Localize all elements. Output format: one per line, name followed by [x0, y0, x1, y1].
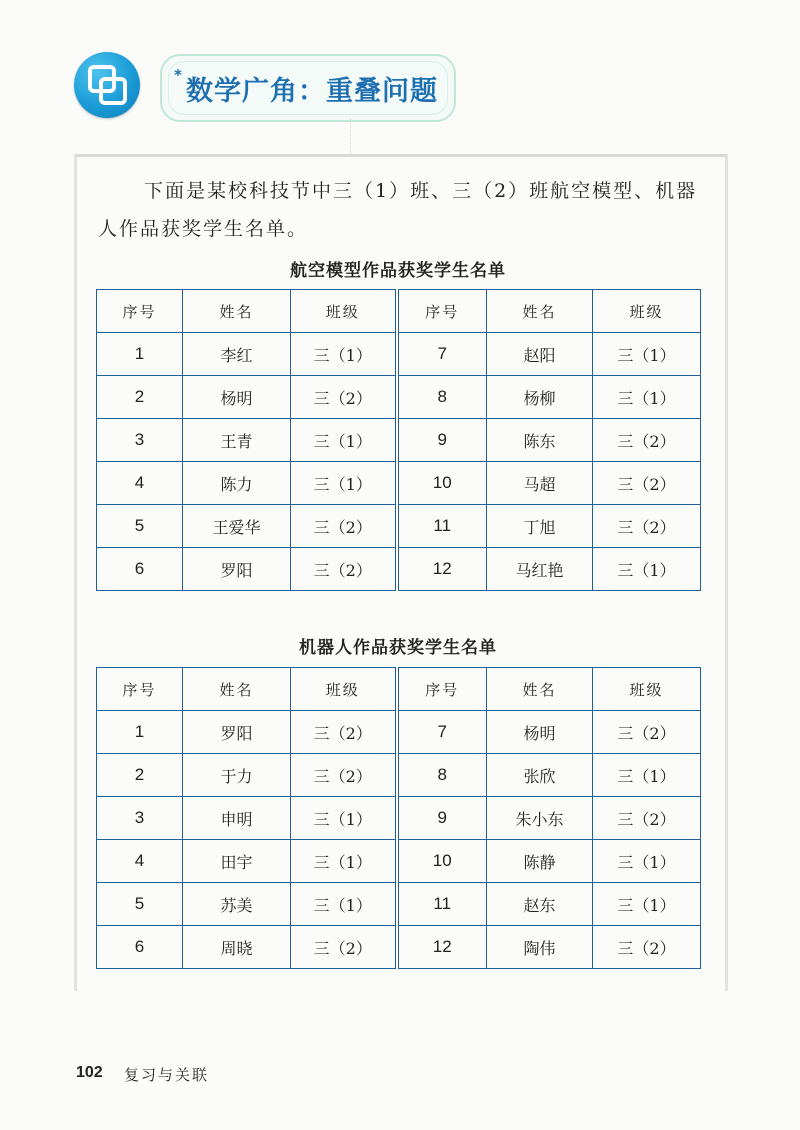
table-header-row — [97, 290, 701, 333]
column-header: 班级 — [593, 290, 701, 333]
table-row — [97, 754, 701, 797]
table-row — [97, 883, 701, 926]
class-cell: 三（2） — [291, 754, 397, 797]
class-cell: 三（1） — [291, 419, 397, 462]
serial-cell: 6 — [97, 926, 183, 969]
table-row — [97, 462, 701, 505]
table-row — [97, 419, 701, 462]
table-row — [97, 333, 701, 376]
table-row — [97, 797, 701, 840]
robot-award-table — [96, 667, 701, 969]
serial-cell: 2 — [97, 754, 183, 797]
column-header: 序号 — [397, 290, 487, 333]
serial-cell: 9 — [397, 797, 487, 840]
name-cell: 王青 — [183, 419, 291, 462]
serial-cell: 1 — [97, 711, 183, 754]
serial-cell: 3 — [97, 797, 183, 840]
class-cell: 三（2） — [593, 797, 701, 840]
table-title-robot: 机器人作品获奖学生名单 — [299, 638, 497, 658]
serial-cell: 10 — [397, 462, 487, 505]
name-cell: 陈静 — [487, 840, 593, 883]
name-cell: 罗阳 — [183, 548, 291, 591]
column-header: 序号 — [97, 668, 183, 711]
aviation-award-table — [96, 289, 701, 591]
name-cell: 赵东 — [487, 883, 593, 926]
class-cell: 三（2） — [291, 505, 397, 548]
class-cell: 三（1） — [291, 840, 397, 883]
serial-cell: 5 — [97, 883, 183, 926]
class-cell: 三（1） — [593, 883, 701, 926]
serial-cell: 6 — [97, 548, 183, 591]
column-header: 序号 — [397, 668, 487, 711]
class-cell: 三（1） — [593, 376, 701, 419]
class-cell: 三（2） — [593, 419, 701, 462]
name-cell: 马红艳 — [487, 548, 593, 591]
name-cell: 陶伟 — [487, 926, 593, 969]
class-cell: 三（1） — [593, 840, 701, 883]
intro-paragraph: 下面是某校科技节中三（1）班、三（2）班航空模型、机器人作品获奖学生名单。 — [98, 180, 698, 240]
name-cell: 陈东 — [487, 419, 593, 462]
class-cell: 三（2） — [291, 926, 397, 969]
class-cell: 三（2） — [593, 505, 701, 548]
column-header: 班级 — [291, 668, 397, 711]
name-cell: 苏美 — [183, 883, 291, 926]
column-header: 序号 — [97, 290, 183, 333]
name-cell: 杨明 — [183, 376, 291, 419]
serial-cell: 10 — [397, 840, 487, 883]
serial-cell: 3 — [97, 419, 183, 462]
serial-cell: 2 — [97, 376, 183, 419]
column-header: 班级 — [291, 290, 397, 333]
class-cell: 三（1） — [291, 883, 397, 926]
class-cell: 三（1） — [291, 797, 397, 840]
name-cell: 周晓 — [183, 926, 291, 969]
table-row — [97, 926, 701, 969]
serial-cell: 12 — [397, 548, 487, 591]
title-mark: * — [174, 66, 182, 84]
column-header: 班级 — [593, 668, 701, 711]
class-cell: 三（1） — [593, 333, 701, 376]
name-cell: 朱小东 — [487, 797, 593, 840]
serial-cell: 7 — [397, 711, 487, 754]
table-row — [97, 840, 701, 883]
class-cell: 三（1） — [593, 754, 701, 797]
column-header: 姓名 — [183, 290, 291, 333]
serial-cell: 5 — [97, 505, 183, 548]
class-cell: 三（2） — [291, 711, 397, 754]
table-row — [97, 548, 701, 591]
column-header: 姓名 — [183, 668, 291, 711]
class-cell: 三（2） — [593, 926, 701, 969]
serial-cell: 8 — [397, 754, 487, 797]
name-cell: 罗阳 — [183, 711, 291, 754]
name-cell: 杨明 — [487, 711, 593, 754]
serial-cell: 4 — [97, 462, 183, 505]
page-title: 数学广角：重叠问题 — [186, 76, 438, 107]
serial-cell: 11 — [397, 505, 487, 548]
class-cell: 三（2） — [291, 376, 397, 419]
overlapping-squares-icon — [74, 52, 140, 118]
serial-cell: 7 — [397, 333, 487, 376]
table-row — [97, 376, 701, 419]
serial-cell: 1 — [97, 333, 183, 376]
column-header: 姓名 — [487, 290, 593, 333]
table-row — [97, 711, 701, 754]
name-cell: 丁旭 — [487, 505, 593, 548]
name-cell: 赵阳 — [487, 333, 593, 376]
table-row — [97, 505, 701, 548]
column-header: 姓名 — [487, 668, 593, 711]
class-cell: 三（1） — [291, 333, 397, 376]
name-cell: 马超 — [487, 462, 593, 505]
name-cell: 于力 — [183, 754, 291, 797]
page-number: 102 — [76, 1064, 103, 1081]
name-cell: 申明 — [183, 797, 291, 840]
name-cell: 田宇 — [183, 840, 291, 883]
name-cell: 张欣 — [487, 754, 593, 797]
title-divider — [350, 118, 379, 154]
class-cell: 三（1） — [593, 548, 701, 591]
serial-cell: 11 — [397, 883, 487, 926]
serial-cell: 12 — [397, 926, 487, 969]
class-cell: 三（2） — [593, 462, 701, 505]
name-cell: 陈力 — [183, 462, 291, 505]
serial-cell: 4 — [97, 840, 183, 883]
section-name: 复习与关联 — [124, 1066, 210, 1084]
class-cell: 三（2） — [593, 711, 701, 754]
name-cell: 王爱华 — [183, 505, 291, 548]
table-header-row — [97, 668, 701, 711]
name-cell: 李红 — [183, 333, 291, 376]
table-title-aviation: 航空模型作品获奖学生名单 — [290, 261, 506, 281]
serial-cell: 8 — [397, 376, 487, 419]
serial-cell: 9 — [397, 419, 487, 462]
class-cell: 三（1） — [291, 462, 397, 505]
class-cell: 三（2） — [291, 548, 397, 591]
name-cell: 杨柳 — [487, 376, 593, 419]
